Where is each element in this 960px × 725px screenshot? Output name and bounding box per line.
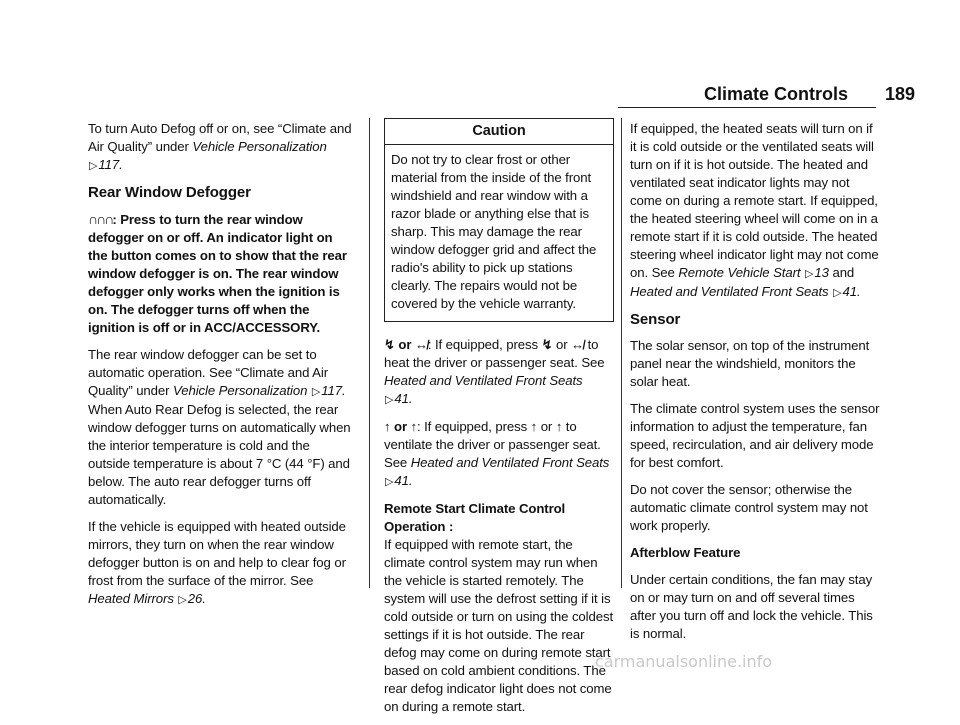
sensor-heading: Sensor xyxy=(630,311,681,328)
ventilated-seat-driver-icon: ↑ xyxy=(384,419,391,434)
heated-mirrors-link[interactable]: Heated Mirrors xyxy=(88,591,174,606)
afterblow-paragraph: Under certain conditions, the fan may stay on or may turn on and off several times after you turn off and lock the vehicle. This is normal. xyxy=(630,572,873,641)
page-ref-icon: ▷ xyxy=(833,287,842,299)
column-right xyxy=(630,120,880,652)
caution-body: Do not try to clear frost or other material from the inside of the front windshield and rear window with a razor blade or anything else that is sharp. This may damage the rear window defogger grid and affect the radio's ability to pick up stations clearly. The repairs would not be covered by the vehicle warranty. xyxy=(391,152,597,311)
column-left xyxy=(88,120,354,618)
header-title: Climate Controls xyxy=(703,84,848,104)
column-divider-left xyxy=(369,118,370,588)
ventilated-seat-driver-icon: ↑ xyxy=(530,419,538,434)
page-ref-icon: ▷ xyxy=(178,594,187,606)
ventilated-seat-passenger-icon: ↑ xyxy=(410,419,417,434)
vehicle-personalization-link-2[interactable]: Vehicle Personalization xyxy=(173,383,308,398)
page-ref-icon: ▷ xyxy=(805,268,814,280)
page-ref-icon: ▷ xyxy=(385,394,394,406)
rear-defog-icon: ∩∩∩ xyxy=(88,211,113,227)
ventilated-seat-paragraph: ↑ or ↑: If equipped, press ↑ or ↑ to ventilate the driver or passenger seat. See Heated and Ventilated Front Seats ▷41. xyxy=(384,419,610,488)
page-ref-icon: ▷ xyxy=(385,476,394,488)
heated-seat-passenger-icon: ↮ xyxy=(414,337,428,352)
remote-vehicle-start-link[interactable]: Remote Vehicle Start xyxy=(678,265,801,280)
page-ref-icon: ▷ xyxy=(89,160,98,172)
heated-seat-driver-icon: ↯ xyxy=(384,337,395,352)
remote-start-heading: Remote Start Climate Control Operation : xyxy=(384,501,566,534)
rear-window-defogger-heading: Rear Window Defogger xyxy=(88,184,251,201)
page-number: 189 xyxy=(884,84,915,104)
heated-seats-link[interactable]: Heated and Ventilated Front Seats xyxy=(384,373,583,388)
sensor-paragraph-3: Do not cover the sensor; otherwise the automatic climate control system may not work properly. xyxy=(630,482,868,533)
heated-seat-passenger-icon: ↮ xyxy=(571,337,584,352)
caution-box xyxy=(384,118,614,322)
vehicle-personalization-link[interactable]: Vehicle Personalization xyxy=(192,139,327,154)
column-middle xyxy=(384,118,614,725)
watermark: carmanualsonline.info xyxy=(595,652,773,671)
auto-defog-paragraph: The rear window defogger can be set to automatic operation. See “Climate and Air Quality” under Vehicle Personalization ▷117. When Auto Rear Defog is selected, the rear window defogger turns on automatically when the interior temperature is cold and the outside temperature is about 7 °C (44 °F) and below. The auto rear defogger turns off automatically. xyxy=(88,347,351,507)
ventilated-seat-passenger-icon: ↑ xyxy=(555,419,563,434)
ventilated-seats-link[interactable]: Heated and Ventilated Front Seats xyxy=(410,455,610,470)
sensor-paragraph-1: The solar sensor, on top of the instrument panel near the windshield, monitors the solar heat. xyxy=(630,338,870,389)
sensor-paragraph-2: The climate control system uses the sensor information to adjust the temperature, fan speed, recirculation, and air delivery mode for best comfort. xyxy=(630,401,880,470)
page-ref-icon: ▷ xyxy=(311,386,321,398)
header-rule xyxy=(618,107,876,108)
afterblow-heading: Afterblow Feature xyxy=(630,545,741,560)
heated-ventilated-seats-link[interactable]: Heated and Ventilated Front Seats xyxy=(630,284,829,299)
caution-title: Caution xyxy=(385,119,613,145)
heated-mirrors-paragraph: If the vehicle is equipped with heated outside mirrors, they turn on when the rear window defogger button is on and help to clear fog or frost from the surface of the mirror. See Heated Mirrors ▷26. xyxy=(88,519,346,606)
intro-paragraph: To turn Auto Defog off or on, see “Climate and Air Quality” under Vehicle Personalization ▷117. xyxy=(88,121,352,172)
heated-seat-paragraph: ↯ or ↮: If equipped, press ↯ or ↮ to heat the driver or passenger seat. See Heated and Ventilated Front Seats ▷41. xyxy=(384,337,605,406)
remote-start-paragraph: Remote Start Climate Control Operation : If equipped with remote start, the climate control system may run when the vehicle is started remotely. The system will use the defrost setting if it is cold outside or turn on using the coldest settings if it is hot outside. The rear defog may come on during remote start based on cold ambient conditions. The rear defog indicator light does not come on during a remote start. xyxy=(384,501,614,714)
heated-seat-driver-icon: ↯ xyxy=(541,337,553,352)
defogger-paragraph: ∩∩∩: Press to turn the rear window defogger on or off. An indicator light on the button comes on to show that the rear window defogger is on. The rear window defogger only works when the ignition is on. The defogger turns off when the ignition is off or in ACC/ACCESSORY. xyxy=(88,211,347,335)
page-header xyxy=(0,84,960,108)
remote-seats-paragraph: If equipped, the heated seats will turn on if it is cold outside or the ventilated seats will turn on if it is hot outside. The heated and ventilated seat indicator lights may not come on during a remote start. If equipped, the heated steering wheel will come on in a remote start if it is cold outside. The heated steering wheel indicator light may not come on. See Remote Vehicle Start ▷13 and Heated and Ventilated Front Seats ▷41. xyxy=(630,121,879,299)
column-divider-right xyxy=(621,118,622,588)
